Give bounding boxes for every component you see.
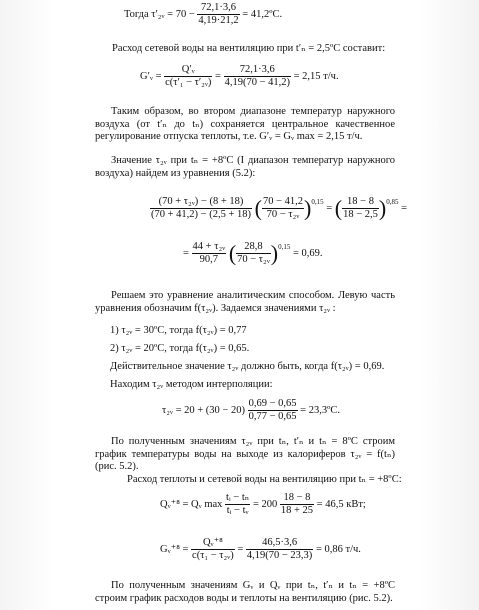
paren-close: ) [378, 195, 387, 221]
eq-text: Тогда τ′₂ᵥ = 70 − [124, 8, 195, 20]
equation-5-2: $\frac{\text{(70 + τ₂ᵥ) − (8 + 18)}}{(70 + 41,2) - (2,5 + 18)}$ ( $\frac{70 - 41,2}{\text{70 − τ₂ᵥ}}$ )$^{0,15}$ = ( $\frac{18 - 8}{18 - 2,5}$ )$^{0,85}$ = [151, 195, 408, 221]
numerator: tᵢ − tₙ [226, 492, 250, 503]
denominator: (70 + 41,2) − (2,5 + 18) [151, 209, 252, 220]
eq-sign: = [215, 70, 221, 82]
denominator: tᵢ − tᵥ [226, 505, 249, 516]
fraction [150, 196, 252, 221]
eq-result: = 0,69. [292, 247, 323, 259]
equation-gv-plus8 [160, 537, 361, 562]
exponent: 0,15 [278, 243, 291, 251]
eq-result: = 23,3ºC. [300, 404, 340, 416]
denominator: 4,19(70 − 23,3) [246, 550, 313, 561]
denominator: 18 − 2,5 [343, 209, 378, 220]
paren-open: ( [254, 195, 262, 221]
eq-lhs: Qᵥ⁺⁸ = Qᵥ max [160, 498, 223, 510]
exponent: 0,15 [311, 198, 324, 206]
paragraph: Значение τ₂ᵥ при tₙ = +8ºC (I диапазон температур наружного воздуха) найдем из уравнения (5.2): [95, 155, 395, 179]
text-line: Находим τ₂ᵥ методом интерполяции: [110, 379, 273, 390]
fraction [197, 2, 239, 27]
eq-mid: = 200 [252, 498, 278, 510]
fraction [248, 398, 298, 423]
text-line: Расход теплоты и сетевой воды на вентиляцию при tₙ = +8ºC: [127, 474, 402, 485]
equation-tau2v-prime [124, 2, 282, 27]
paren-close: ) [304, 195, 312, 221]
denominator: 90,7 [199, 254, 219, 265]
fraction [191, 537, 235, 562]
fraction [192, 241, 227, 266]
eq-sign: = [401, 202, 408, 214]
fraction [342, 196, 379, 221]
numerator: 72,1·3,6 [224, 64, 291, 77]
numerator: Qᵥ⁺⁸ [191, 537, 235, 550]
denominator: 18 + 25 [280, 505, 314, 516]
eq-result: = 41,2ºC. [242, 8, 283, 20]
equation-simplified [183, 241, 323, 266]
numerator: 72,1·3,6 [197, 2, 239, 15]
paren-open: ( [334, 195, 343, 221]
eq-result: = 2,15 т/ч. [293, 70, 339, 82]
denominator: c(τ₁ − τ₂ᵥ) [192, 550, 234, 561]
equation-interpolation [162, 398, 340, 423]
eq-sign: = [183, 247, 189, 259]
text-line: Расход сетевой воды на вентиляцию при t′ₙ = 2,5ºC составит: [112, 43, 386, 54]
eq-result: = 46,5 кВт; [316, 498, 366, 510]
fraction [262, 196, 304, 221]
exponent: 0,85 [386, 198, 399, 206]
numerator: (70 + τ₂ᵥ) − (8 + 18) [150, 196, 252, 209]
numerator: 18 − 8 [342, 196, 379, 209]
paragraph: Таким образом, во втором диапазоне температур наружного воздуха (от t′ₙ до tₙ) сохраняется центральное качественное регулирование отпуска теплоты, т.е. G′ᵥ = Gᵥ max = 2,15 т/ч. [95, 106, 395, 142]
numerator: Q′ᵥ [164, 64, 212, 77]
fraction [224, 64, 291, 89]
denominator: 70 − τ₂ᵥ [237, 254, 270, 265]
numerator: 44 + τ₂ᵥ [192, 241, 226, 252]
numerator: 0,69 − 0,65 [248, 398, 297, 409]
fraction [246, 537, 313, 562]
numerator: 70 − 41,2 [262, 196, 304, 207]
fraction [225, 492, 250, 517]
denominator: 0,77 − 0,65 [248, 411, 297, 422]
eq-lhs: τ₂ᵥ = 20 + (30 − 20) [162, 404, 245, 416]
numerator: 28,8 [236, 241, 271, 254]
case-line: 1) τ₂ᵥ = 30ºC, тогда f(τ₂ᵥ) = 0,77 [110, 325, 247, 336]
text-line: Действительное значение τ₂ᵥ должно быть, когда f(τ₂ᵥ) = 0,69. [110, 361, 385, 372]
eq-lhs: G′ᵥ = [140, 70, 162, 82]
paragraph: Решаем это уравнение аналитическим способом. Левую часть уравнения обозначим f(τ₂ᵥ). Задаемся значениями τ₂ᵥ : [95, 290, 395, 314]
equation-gv-prime [140, 64, 339, 89]
eq-sign: = [237, 543, 244, 555]
equation-qv-plus8 [160, 492, 366, 517]
fraction [280, 492, 314, 517]
paren-open: ( [228, 240, 237, 266]
denominator: 70 − τ₂ᵥ [266, 209, 300, 220]
denominator: c(τ′₁ − τ′₂ᵥ) [165, 77, 212, 88]
fraction [236, 241, 271, 266]
paragraph: По полученным значениям τ₂ᵥ при tₙ, t′ₙ и tₙ = 8ºC строим график температуры воды на выходе из калориферов τ₂ᵥ = f(tₙ) (рис. 5.2). [95, 436, 395, 472]
paragraph: По полученным значениям Gᵥ и Qᵥ при tₙ, t′ₙ и tₙ = +8ºC строим график расходов воды и теплоты на вентиляцию (рис. 5.2). [95, 580, 395, 604]
denominator: 4,19(70 − 41,2) [224, 77, 290, 88]
numerator: 18 − 8 [280, 492, 314, 505]
case-line: 2) τ₂ᵥ = 20ºC, тогда f(τ₂ᵥ) = 0,65. [110, 343, 250, 354]
fraction [164, 64, 212, 89]
numerator: 46,5·3,6 [246, 537, 313, 550]
denominator: 4,19·21,2 [198, 15, 239, 26]
paren-close: ) [270, 240, 279, 266]
eq-result: = 0,86 т/ч. [315, 543, 361, 555]
eq-lhs: Gᵥ⁺⁸ = [160, 543, 189, 555]
